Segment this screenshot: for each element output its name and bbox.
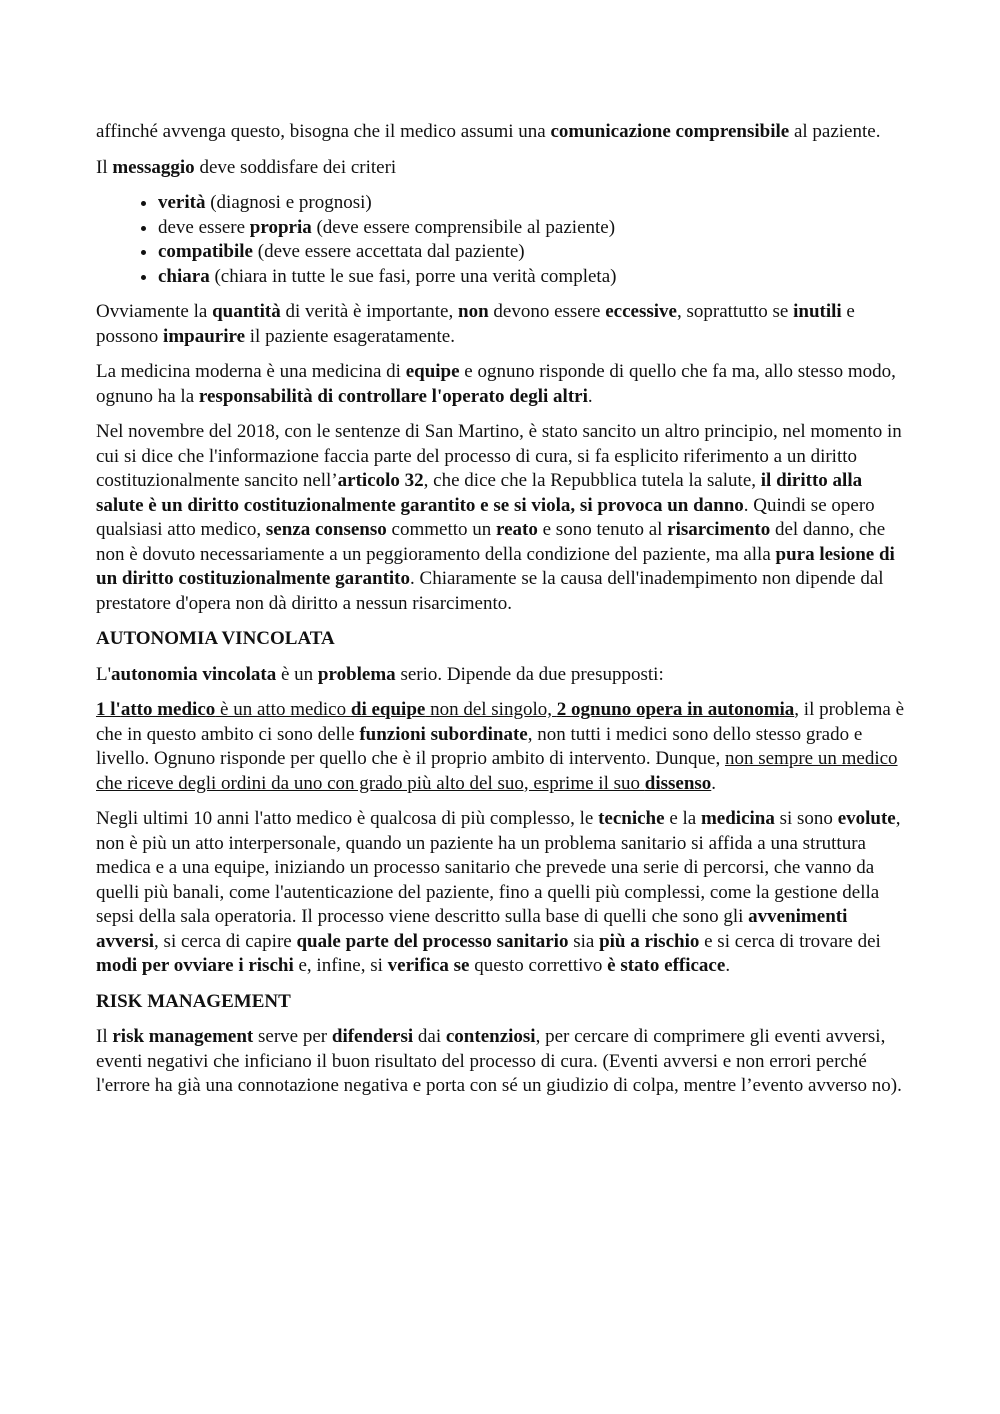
bold-text: funzioni subordinate [359,723,528,745]
text: è un [276,663,318,685]
text: Il [96,156,113,178]
text: e la [664,808,701,829]
text: (diagnosi e prognosi) [205,192,372,213]
bold-text: articolo 32 [337,470,424,491]
text: , il problema è che in questo ambito ci sono delle [96,699,905,745]
text: è un atto medico [215,699,351,720]
bold-text: atto medico [120,699,216,720]
text: al paziente. [789,121,881,142]
text: L' [96,663,112,685]
paragraph-messaggio [96,156,911,181]
list-item [158,191,911,216]
bold-text: il diritto alla salute è un diritto costituzionalmente garantito e se si viola, si provoca un danno [96,470,863,516]
list-item [158,216,911,241]
bold-text: reato [496,519,538,540]
paragraph-atto-medico [96,807,911,979]
text: e sono tenuto al [537,519,668,540]
text: , non è più un atto interpersonale, quando un paziente ha un problema sanitario si affida a una struttura medica e a una equipe, iniziando un processo sanitario che prevede una serie di percorsi, che vanno da quelli più banali, come l'autenticazione del paziente, fino a quelli più complessi, come la gestione della sepsi della sala operatoria. Il processo viene descritto sulla base di quelli che sono gli [96,808,901,927]
text: 1 l' [96,699,121,720]
bold-text: quantità [212,301,281,322]
text: e si cerca di trovare dei [699,930,881,952]
bold-text: di equipe [350,699,426,720]
bold-text: chiara [158,265,210,287]
text: (deve essere accettata dal paziente) [253,241,525,262]
text: non del singolo, [425,699,557,720]
underlined-text [96,699,794,720]
text: sia [568,930,600,952]
bold-text: senza consenso [265,519,387,540]
text: . [587,385,593,407]
text: , non tutti i medici sono dello stesso grado e livello. Ognuno risponde per quello che è il proprio ambito di intervento. Dunque, [96,723,863,769]
text: , per cercare di comprimere gli eventi avversi, eventi negativi che inficiano il buon risultato del processo di cura. (Eventi avversi e non errori perché l'errore ha già una connotazione negativa e porta con sé un giudizio di colpa, mentre l’evento avverso no). [96,1026,902,1096]
text: , si cerca di capire [154,930,297,952]
text: e possono [96,301,855,347]
bold-text: verità [158,192,206,213]
heading-risk-management: RISK MANAGEMENT [96,990,291,1012]
text: e ognuno risponde di quello che fa ma, allo stesso modo, ognuno ha la [96,361,896,407]
bold-text: problema [317,663,396,685]
text: affinché avvenga questo, bisogna che il medico assumi una [96,121,551,142]
list-item [158,265,911,290]
bold-text: modi per ovviare i rischi [96,955,294,976]
text: serio. Dipende da due presupposti: [395,663,664,685]
text: del danno, che non è dovuto necessariamente a un peggioramento della condizione del paziente, ma alla [96,519,886,565]
text: Negli ultimi 10 anni l'atto medico è qualcosa di più complesso, le [96,808,599,829]
bold-text: dissenso [644,772,712,794]
bold-text: risarcimento [667,519,771,540]
paragraph-comunicazione [96,120,911,145]
bold-text: medicina [700,808,775,829]
text: commetto un [386,519,497,540]
criteria-list [96,191,911,289]
bold-text: equipe [405,361,460,382]
text: , soprattutto se [676,301,794,322]
text: Nel novembre del 2018, con le sentenze di San Martino, è stato sancito un altro principio, nel momento in cui si dice che l'informazione faccia parte del processo di cura, si fa esplicito riferimento a un diritto costituzionalmente sancito nell’ [96,421,902,491]
bold-text: non [458,301,489,322]
text: . Quindi se opero qualsiasi atto medico, [96,494,875,540]
text: Il [96,1026,113,1047]
text: La medicina moderna è una medicina di [96,361,406,382]
text: di verità è importante, [280,301,458,322]
paragraph-san-martino [96,420,911,616]
bold-text: inutili [793,301,842,322]
text: deve soddisfare dei criteri [194,156,397,178]
bold-text: autonomia vincolata [111,663,277,685]
bold-text: tecniche [598,808,665,829]
bold-text: avvenimenti avversi [96,906,848,952]
text: il paziente esageratamente. [245,325,455,347]
text: e, infine, si [293,955,388,976]
document-page [96,120,911,1110]
text: questo correttivo [469,955,608,976]
paragraph-autonomia [96,663,911,688]
bold-text: messaggio [112,156,195,178]
text: . [711,772,717,794]
bold-text: comunicazione comprensibile [550,121,790,142]
paragraph-equipe [96,360,911,409]
bold-text: 2 ognuno opera in autonomia [556,699,795,720]
text: deve essere [158,216,250,238]
text: (deve essere comprensibile al paziente) [311,216,616,238]
list-item [158,240,911,265]
bold-text: più a rischio [599,930,700,952]
bold-text: contenziosi [445,1026,536,1047]
bold-text: responsabilità di controllare l'operato degli altri [198,385,588,407]
text: . [725,955,731,976]
text: si sono [774,808,838,829]
bold-text: difendersi [331,1026,414,1047]
bold-text: è stato efficace [607,955,726,976]
heading-autonomia-vincolata: AUTONOMIA VINCOLATA [96,628,335,649]
bold-text: evolute [837,808,896,829]
text: (chiara in tutte le sue fasi, porre una verità completa) [209,265,617,287]
bold-text: compatibile [158,241,253,262]
text: devono essere [488,301,606,322]
bold-text: impaurire [163,325,246,347]
paragraph-quantita [96,300,911,349]
bold-text: propria [249,216,312,238]
text: , che dice che la Repubblica tutela la salute, [423,470,761,491]
text: . Chiaramente se la causa dell'inadempimento non dipende dal prestatore d'opera non dà diritto a nessun risarcimento. [96,568,884,614]
bold-text: verifica se [387,955,470,976]
text: dai [413,1026,446,1047]
paragraph-risk-management [96,1025,911,1099]
text: non sempre un medico che riceve degli ordini da uno con grado più alto del suo, esprime il suo [96,748,898,794]
bold-text: pura lesione di un diritto costituzionalmente garantito [96,543,895,589]
bold-text: quale parte del processo sanitario [296,930,569,952]
text: serve per [253,1026,332,1047]
paragraph-presupposti [96,698,911,796]
text: Ovviamente la [96,301,213,322]
bold-text: risk management [112,1026,254,1047]
bold-text: eccessive [605,301,677,322]
